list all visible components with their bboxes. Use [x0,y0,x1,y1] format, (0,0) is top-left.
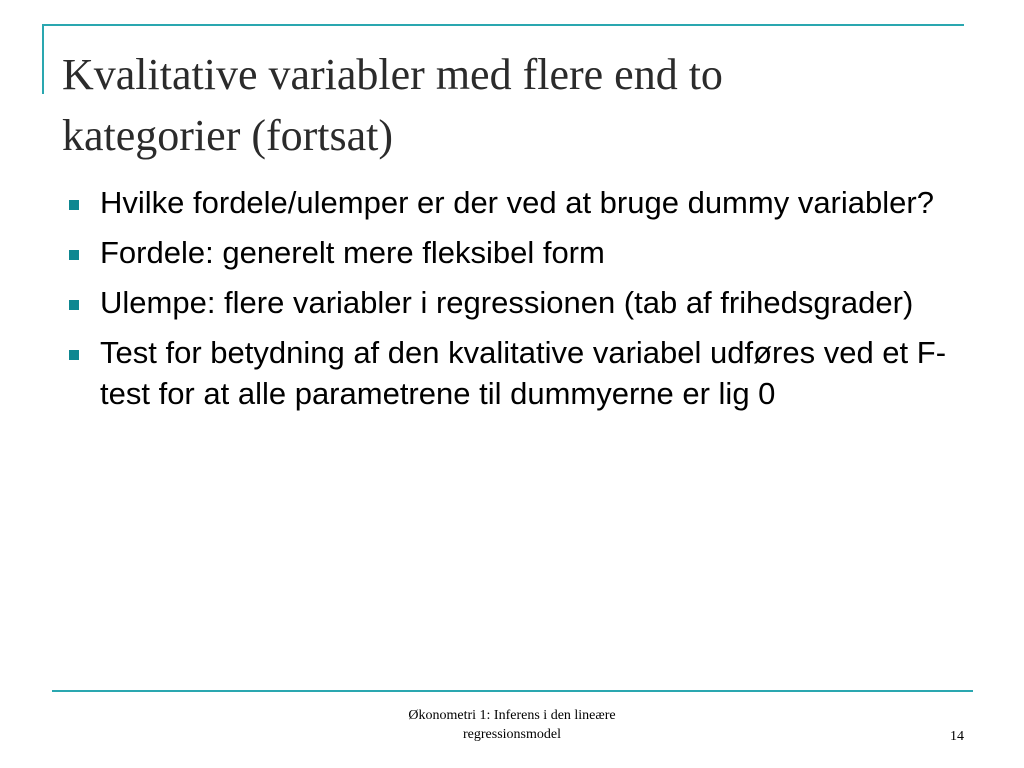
footer-divider [52,690,973,692]
square-bullet-icon [69,300,79,310]
bullet-text: Test for betydning af den kvalitative variabel udføres ved et F-test for at alle parametrene til dummyerne er lig 0 [100,335,947,411]
bullet-item [66,282,966,323]
bullet-item [66,332,966,414]
bullet-text: Hvilke fordele/ulemper er der ved at bruge dummy variabler? [100,185,934,220]
bullet-text: Fordele: generelt mere fleksibel form [100,235,605,270]
slide-title-line-2: kategorier (fortsat) [62,111,394,160]
square-bullet-icon [69,250,79,260]
slide-title-line-1: Kvalitative variabler med flere end to [62,50,723,99]
bullet-list [66,182,966,423]
title-frame-top-line [42,24,964,26]
bullet-text: Ulempe: flere variabler i regressionen (tab af frihedsgrader) [100,285,914,320]
footer-caption-line-2: regressionsmodel [463,727,561,742]
title-frame-left-line [42,24,44,94]
footer-caption-line-1: Økonometri 1: Inferens i den lineære [408,708,616,723]
slide-title [62,44,962,166]
page-number: 14 [950,729,964,744]
footer-caption [312,706,712,744]
square-bullet-icon [69,200,79,210]
square-bullet-icon [69,350,79,360]
bullet-item [66,182,966,223]
bullet-item [66,232,966,273]
